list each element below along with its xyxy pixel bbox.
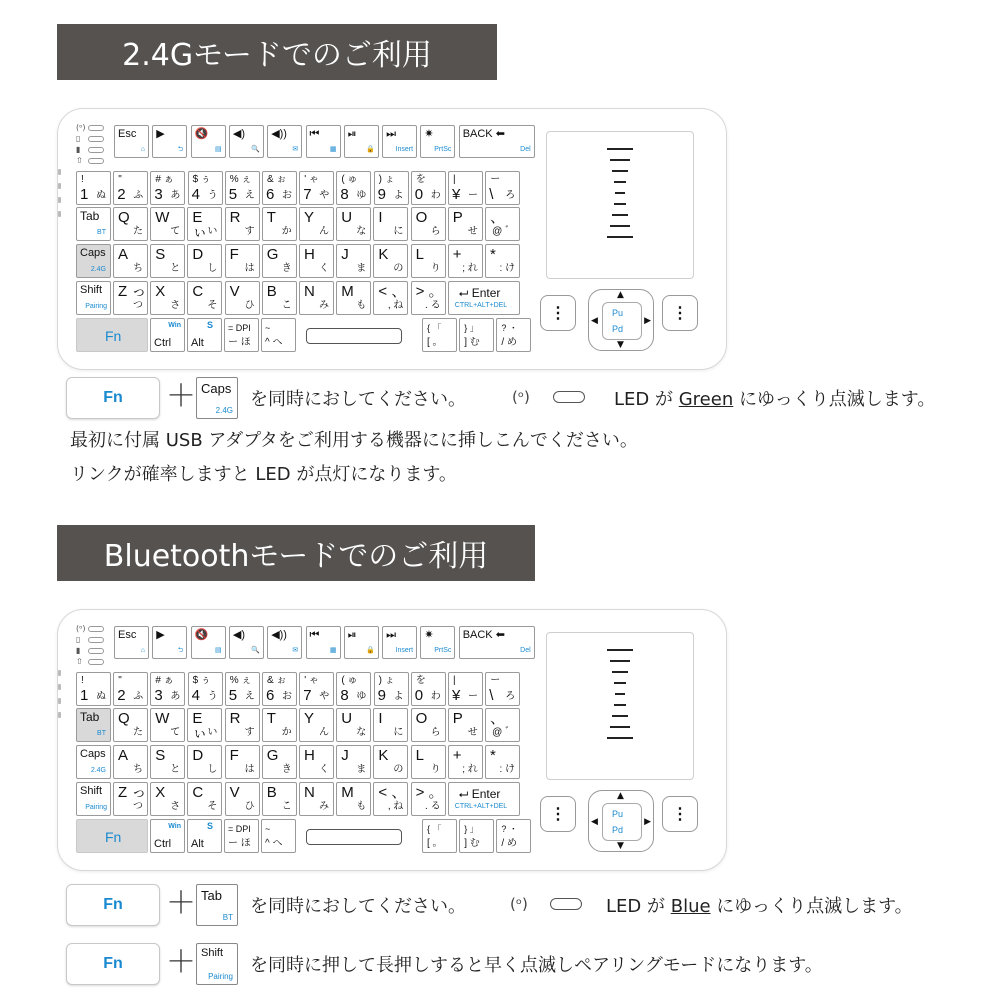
function-key: ⏮ ▦ (306, 626, 341, 659)
letter-key: M も (336, 782, 371, 816)
letter-key: X さ (150, 281, 185, 315)
letter-key: > 。 . る (411, 782, 446, 816)
function-key: ✷ PrtSc (420, 626, 455, 659)
bracket-key: { 「 [ 。 (422, 819, 457, 853)
tilde-key: ~ ^ へ (261, 819, 296, 853)
letter-key: H く (299, 244, 334, 278)
number-key: ( ゅ 8 ゆ (336, 672, 371, 706)
side-switch (58, 211, 61, 217)
letter-key: S と (150, 244, 185, 278)
fn-key: Fn (66, 377, 160, 419)
letter-key: M も (336, 281, 371, 315)
number-key: ー \ ろ (485, 171, 520, 205)
right-mouse-button: ⋮ (662, 796, 698, 832)
scroll-line (612, 170, 628, 172)
side-switch (58, 183, 61, 189)
number-key: | ¥ ー (448, 672, 483, 706)
number-key: を 0 わ (411, 672, 446, 706)
side-switch (58, 169, 61, 175)
space-bar (306, 328, 402, 344)
led-indicators (76, 624, 106, 668)
number-key: ! 1 ぬ (76, 672, 111, 706)
led-pill-icon (88, 147, 104, 153)
letter-key: U な (336, 207, 371, 241)
usb-instruction: 最初に付属 USB アダプタをご利用する機器にに挿しこんでください。 (70, 430, 638, 451)
letter-key: Z っ つ (113, 782, 148, 816)
number-key: ( ゅ 8 ゆ (336, 171, 371, 205)
letter-key: E ぃ い (187, 708, 222, 742)
letter-key: I に (373, 207, 408, 241)
letter-key: V ひ (225, 782, 260, 816)
alt-key: S Alt (187, 318, 222, 352)
letter-key: U な (336, 708, 371, 742)
led-indicator (76, 134, 106, 144)
tab-key: Tab BT (196, 884, 238, 926)
number-key: ) ょ 9 よ (374, 672, 409, 706)
touchpad (546, 131, 694, 279)
link-instruction: リンクが確率しますと LED が点灯になります。 (70, 464, 457, 485)
dpad: ▲ ▼ ◀ ▶ Pu Pd (588, 289, 654, 351)
arrow-right-icon: ▶ (644, 316, 651, 326)
letter-key: Q た (113, 708, 148, 742)
number-key: $ ぅ 4 う (188, 171, 223, 205)
scroll-line (610, 726, 630, 728)
function-key: ▶ ⮌ (152, 626, 187, 659)
function-key: ◀) 🔍 (229, 125, 264, 158)
letter-key: N み (299, 281, 334, 315)
led-glyph-icon: (ᵒ) (76, 624, 86, 633)
letter-key: F は (225, 745, 260, 779)
function-key: ⏭ Insert (382, 125, 417, 158)
letter-key: B こ (262, 281, 297, 315)
led-pill-icon (88, 158, 104, 164)
ctrl-key: Win Ctrl (150, 819, 185, 853)
dpad: ▲ ▼ ◀ ▶ Pu Pd (588, 790, 654, 852)
side-switch (58, 698, 61, 704)
letter-key: D し (187, 745, 222, 779)
letter-key: + ; れ (448, 745, 483, 779)
instruction-text: を同時におしてください。 (250, 389, 466, 410)
led-pill-icon (553, 391, 585, 403)
mode-banner-24g: 2.4Gモードでのご利用 (57, 24, 497, 80)
letter-key: Q た (113, 207, 148, 241)
slash-key: ? ・ / め (496, 318, 531, 352)
led-glyph-icon: ▯ (76, 635, 81, 644)
function-key: ◀)) ✉ (267, 125, 302, 158)
function-key: ✷ PrtSc (420, 125, 455, 158)
number-key: ! 1 ぬ (76, 171, 111, 205)
function-key: 🔇 ▤ (191, 626, 226, 659)
scroll-line (612, 715, 628, 717)
led-indicator (76, 156, 106, 166)
fn-key: Fn (66, 943, 160, 985)
ctrl-key: Win Ctrl (150, 318, 185, 352)
scroll-line (614, 203, 626, 205)
side-switches (58, 670, 62, 726)
letter-key: R す (225, 207, 260, 241)
number-key: # ぁ 3 あ (150, 171, 185, 205)
letter-key: L り (411, 244, 446, 278)
caps-key: Caps 2.4G (76, 244, 111, 278)
tab-key: Tab BT (76, 207, 111, 241)
number-key: ) ょ 9 よ (374, 171, 409, 205)
letter-key: + ; れ (448, 244, 483, 278)
led-indicator (76, 624, 106, 634)
side-switches (58, 169, 62, 225)
scroll-line (607, 649, 633, 651)
letter-key: H く (299, 745, 334, 779)
scroll-line (615, 192, 625, 194)
space-bar (306, 829, 402, 845)
shift-key: Shift Pairing (76, 281, 111, 315)
side-switch (58, 712, 61, 718)
scroll-line (612, 671, 628, 673)
side-switch (58, 684, 61, 690)
shift-key: Shift Pairing (196, 943, 238, 985)
number-key: & ぉ 6 お (262, 672, 297, 706)
led-status-text: LED が Blue にゆっくり点滅します。 (606, 896, 913, 917)
arrow-down-icon: ▼ (617, 340, 624, 350)
letter-key: T か (262, 207, 297, 241)
number-key: ー \ ろ (485, 672, 520, 706)
letter-key: K の (373, 745, 408, 779)
number-key: $ ぅ 4 う (188, 672, 223, 706)
fn-key: Fn (76, 819, 148, 853)
letter-key: A ち (113, 745, 148, 779)
caps-key: Caps 2.4G (196, 377, 238, 419)
fn-key: Fn (66, 884, 160, 926)
arrow-up-icon: ▲ (617, 791, 624, 801)
letter-key: L り (411, 745, 446, 779)
letter-key: C そ (187, 782, 222, 816)
led-indicator (76, 657, 106, 667)
plus-sign: ＋ (166, 945, 196, 980)
function-key: 🔇 ▤ (191, 125, 226, 158)
caps-key: Caps 2.4G (76, 745, 111, 779)
function-key: ⏯ 🔒 (344, 125, 379, 158)
arrow-right-icon: ▶ (644, 817, 651, 827)
led-pill-icon (88, 136, 104, 142)
scroll-line (610, 660, 630, 662)
touchpad (546, 632, 694, 780)
keyboard-illustration (57, 108, 727, 370)
letter-key: < 、 , ね (373, 281, 408, 315)
instruction-text: を同時におしてください。 (250, 896, 466, 917)
letter-key: W て (150, 708, 185, 742)
plus-sign: ＋ (166, 379, 196, 414)
letter-key: 、 @ ゛ (485, 207, 520, 241)
letter-key: R す (225, 708, 260, 742)
instruction-text: を同時に押して長押しすると早く点滅しペアリングモードになります。 (250, 955, 823, 976)
led-glyph-icon: ▮ (76, 145, 81, 154)
side-switch (58, 670, 61, 676)
led-glyph-icon: ▮ (76, 646, 81, 655)
tilde-key: ~ ^ へ (261, 318, 296, 352)
dpi-key: = DPI ー ほ (224, 318, 259, 352)
led-pill-icon (88, 626, 104, 632)
led-pill-icon (88, 648, 104, 654)
left-mouse-button: ⋮ (540, 295, 576, 331)
number-key: ' ゃ 7 や (299, 171, 334, 205)
led-indicator (76, 646, 106, 656)
function-key: Esc ⌂ (114, 626, 149, 659)
letter-key: C そ (187, 281, 222, 315)
letter-key: J ま (336, 244, 371, 278)
number-key: を 0 わ (411, 171, 446, 205)
number-key: " 2 ふ (113, 171, 148, 205)
led-glyph-icon: ⇧ (76, 657, 83, 666)
led-pill-icon (550, 898, 582, 910)
led-glyph-icon: (ᵒ) (76, 123, 86, 132)
function-key: ◀) 🔍 (229, 626, 264, 659)
arrow-up-icon: ▲ (617, 290, 624, 300)
function-key: BACK ⬅ Del (459, 626, 535, 659)
led-pill-icon (88, 659, 104, 665)
letter-key: O ら (411, 207, 446, 241)
letter-key: K の (373, 244, 408, 278)
led-icon: (ᵒ) (512, 388, 530, 406)
led-indicator (76, 145, 106, 155)
scroll-line (612, 214, 628, 216)
scroll-indicator (607, 148, 633, 247)
letter-key: F は (225, 244, 260, 278)
number-key: % ぇ 5 え (225, 672, 260, 706)
letter-key: P せ (448, 207, 483, 241)
function-key: ⏯ 🔒 (344, 626, 379, 659)
led-icon: (ᵒ) (510, 895, 528, 913)
alt-key: S Alt (187, 819, 222, 853)
letter-key: V ひ (225, 281, 260, 315)
function-key: BACK ⬅ Del (459, 125, 535, 158)
led-indicators (76, 123, 106, 167)
arrow-left-icon: ◀ (591, 316, 598, 326)
letter-key: W て (150, 207, 185, 241)
number-key: ' ゃ 7 や (299, 672, 334, 706)
mode-banner-bluetooth: Bluetoothモードでのご利用 (57, 525, 535, 581)
letter-key: Y ん (299, 708, 334, 742)
letter-key: P せ (448, 708, 483, 742)
scroll-line (614, 682, 626, 684)
scroll-line (607, 737, 633, 739)
letter-key: S と (150, 745, 185, 779)
letter-key: D し (187, 244, 222, 278)
side-switch (58, 197, 61, 203)
scroll-line (614, 181, 626, 183)
tab-key: Tab BT (76, 708, 111, 742)
letter-key: 、 @ ゛ (485, 708, 520, 742)
scroll-line (610, 225, 630, 227)
function-key: ▶ ⮌ (152, 125, 187, 158)
scroll-indicator (607, 649, 633, 748)
plus-sign: ＋ (166, 886, 196, 921)
bracket-key: { 「 [ 。 (422, 318, 457, 352)
scroll-line (607, 236, 633, 238)
letter-key: N み (299, 782, 334, 816)
letter-key: G き (262, 244, 297, 278)
fn-key: Fn (76, 318, 148, 352)
led-glyph-icon: ⇧ (76, 156, 83, 165)
number-key: & ぉ 6 お (262, 171, 297, 205)
function-key: ⏭ Insert (382, 626, 417, 659)
function-key: Esc ⌂ (114, 125, 149, 158)
letter-key: X さ (150, 782, 185, 816)
enter-key: ⮠ Enter CTRL+ALT+DEL (448, 782, 520, 816)
letter-key: B こ (262, 782, 297, 816)
letter-key: Z っ つ (113, 281, 148, 315)
left-mouse-button: ⋮ (540, 796, 576, 832)
led-glyph-icon: ▯ (76, 134, 81, 143)
shift-key: Shift Pairing (76, 782, 111, 816)
arrow-down-icon: ▼ (617, 841, 624, 851)
scroll-line (615, 693, 625, 695)
bracket-key: } 」 ] む (459, 318, 494, 352)
letter-key: I に (373, 708, 408, 742)
slash-key: ? ・ / め (496, 819, 531, 853)
letter-key: O ら (411, 708, 446, 742)
function-key: ◀)) ✉ (267, 626, 302, 659)
number-key: | ¥ ー (448, 171, 483, 205)
letter-key: > 。 . る (411, 281, 446, 315)
number-key: " 2 ふ (113, 672, 148, 706)
scroll-line (614, 704, 626, 706)
letter-key: * : け (485, 244, 520, 278)
function-key: ⏮ ▦ (306, 125, 341, 158)
enter-key: ⮠ Enter CTRL+ALT+DEL (448, 281, 520, 315)
letter-key: < 、 , ね (373, 782, 408, 816)
dpi-key: = DPI ー ほ (224, 819, 259, 853)
led-pill-icon (88, 637, 104, 643)
arrow-left-icon: ◀ (591, 817, 598, 827)
letter-key: J ま (336, 745, 371, 779)
letter-key: G き (262, 745, 297, 779)
letter-key: Y ん (299, 207, 334, 241)
scroll-line (607, 148, 633, 150)
number-key: % ぇ 5 え (225, 171, 260, 205)
bracket-key: } 」 ] む (459, 819, 494, 853)
scroll-line (610, 159, 630, 161)
letter-key: A ち (113, 244, 148, 278)
keyboard-illustration (57, 609, 727, 871)
led-indicator (76, 123, 106, 133)
letter-key: E ぃ い (187, 207, 222, 241)
letter-key: * : け (485, 745, 520, 779)
led-pill-icon (88, 125, 104, 131)
led-indicator (76, 635, 106, 645)
number-key: # ぁ 3 あ (150, 672, 185, 706)
led-status-text: LED が Green にゆっくり点滅します。 (614, 389, 936, 410)
right-mouse-button: ⋮ (662, 295, 698, 331)
letter-key: T か (262, 708, 297, 742)
